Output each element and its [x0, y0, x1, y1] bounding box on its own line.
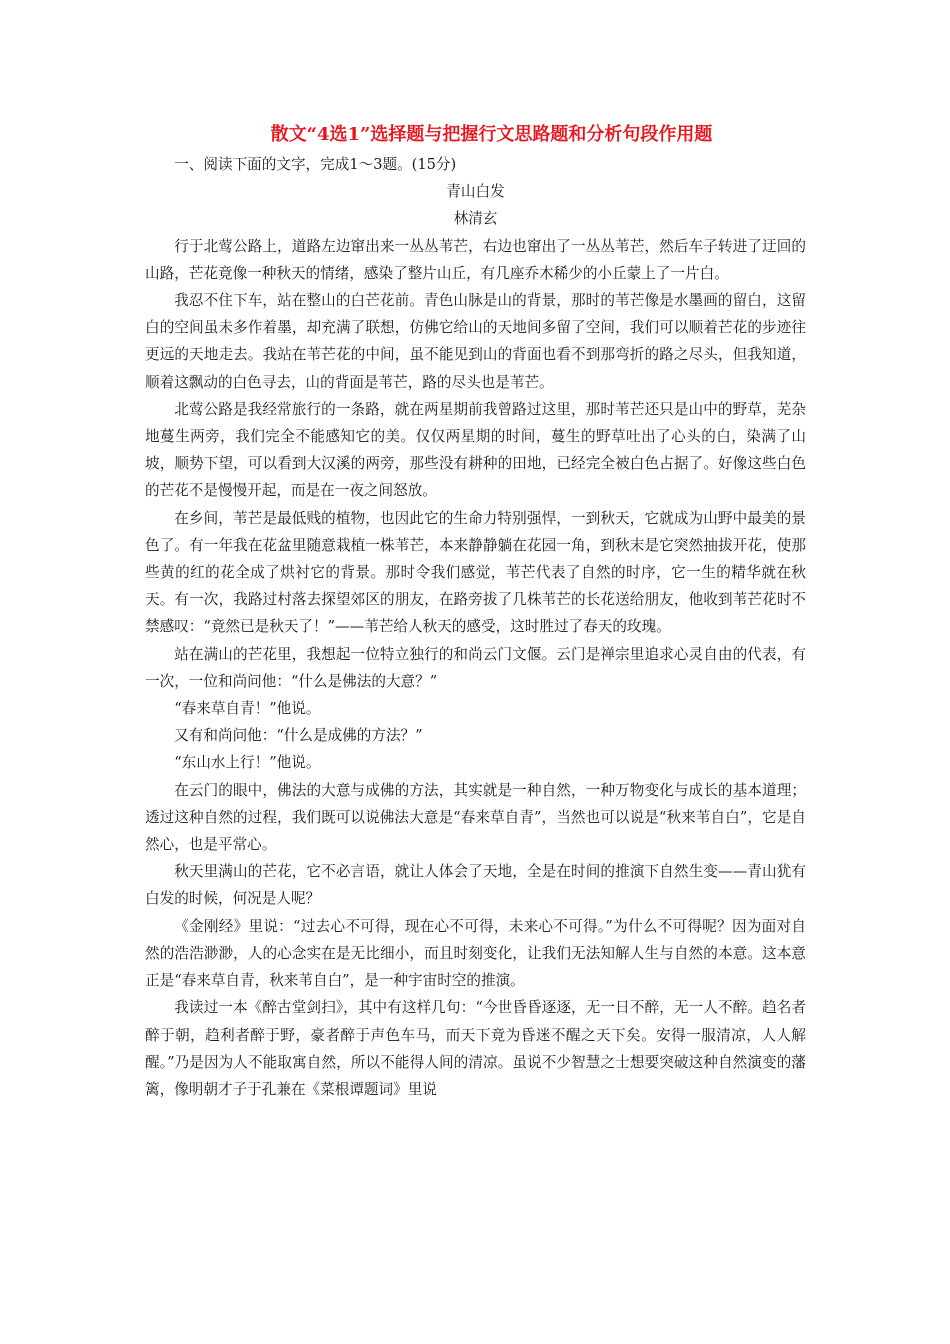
question-instruction: 一、阅读下面的文字，完成1～3题。(15分)	[174, 156, 457, 173]
essay-paragraph: 在云门的眼中，佛法的大意与成佛的方法，其实就是一种自然，一种万物变化与成长的基本道理；透过这种自然的过程，我们既可以说佛法大意是“春来草自青”，当然也可以说是“秋来苇自白”，它是自然心，也是平常心。	[145, 781, 806, 854]
essay-paragraph: “春来草自青！”他说。	[174, 700, 321, 718]
essay-paragraph: “东山水上行！”他说。	[174, 754, 321, 772]
essay-paragraph: 在乡间，苇芒是最低贱的植物，也因此它的生命力特别强悍，一到秋天，它就成为山野中最美的景色了。有一年我在花盆里随意栽植一株苇芒，本来静静躺在花园一角，到秋末是它突然抽拔开花，使那些黄的红的花全成了烘衬它的背景。那时令我们感觉，苇芒代表了自然的时序，它一生的精华就在秋天。有一次，我路过村落去探望郊区的朋友，在路旁拔了几株苇芒的长花送给朋友，他收到苇芒花时不禁感叹：“竟然已是秋天了！”——苇芒给人秋天的感受，这时胜过了春天的玫瑰。	[145, 509, 806, 636]
essay-paragraph: 北莺公路是我经常旅行的一条路，就在两星期前我曾路过这里，那时苇芒还只是山中的野草，芜杂地蔓生两旁，我们完全不能感知它的美。仅仅两星期的时间，蔓生的野草吐出了心头的白，染满了山坡，顺势下望，可以看到大汉溪的两旁，那些没有耕种的田地，已经完全被白色占据了。好像这些白色的芒花不是慢慢开起，而是在一夜之间怒放。	[145, 400, 806, 500]
essay-author: 林清玄	[453, 210, 498, 228]
essay-paragraph: 又有和尚问他：“什么是成佛的方法？”	[174, 727, 423, 745]
essay-paragraph: 《金刚经》里说：“过去心不可得，现在心不可得，未来心不可得。”为什么不可得呢？因为面对自然的浩浩渺渺，人的心念实在是无比细小，而且时刻变化，让我们无法知解人生与自然的本意。这本意正是“春来草自青，秋来苇自白”，是一种宇宙时空的推演。	[145, 917, 806, 990]
essay-paragraph: 行于北莺公路上，道路左边窜出来一丛丛苇芒，右边也窜出了一丛丛苇芒，然后车子转进了迂回的山路，芒花竟像一种秋天的情绪，感染了整片山丘，有几座乔木稀少的小丘蒙上了一片白。	[145, 237, 806, 282]
document-page	[145, 119, 806, 1103]
essay-paragraph: 站在满山的芒花里，我想起一位特立独行的和尚云门文偃。云门是禅宗里追求心灵自由的代表，有一次，一位和尚问他：“什么是佛法的大意？”	[145, 645, 806, 690]
essay-paragraph: 秋天里满山的芒花，它不必言语，就让人体会了天地，全是在时间的推演下自然生变——青山犹有白发的时候，何况是人呢？	[145, 863, 806, 908]
document-title: 散文“4选1”选择题与把握行文思路题和分析句段作用题	[270, 124, 713, 145]
essay-paragraph: 我忍不住下车，站在整山的白芒花前。青色山脉是山的背景，那时的苇芒像是水墨画的留白，这留白的空间虽未多作着墨，却充满了联想，仿佛它给山的天地间多留了空间，我们可以顺着芒花的步迹往更远的天地走去。我站在苇芒花的中间，虽不能见到山的背面也看不到那弯折的路之尽头，但我知道，顺着这飘动的白色寻去，山的背面是苇芒，路的尽头也是苇芒。	[145, 292, 806, 391]
essay-paragraph: 我读过一本《醉古堂剑扫》，其中有这样几句：“今世昏昏逐逐，无一日不醉，无一人不醉。趋名者醉于朝，趋利者醉于野，豪者醉于声色车马，而天下竟为昏迷不醒之天下矣。安得一服清凉，人人解醒。”乃是因为人不能取寓自然，所以不能得人间的清凉。虽说不少智慧之士想要突破这种自然演变的藩篱，像明朝才子于孔兼在《菜根谭题词》里说	[145, 999, 806, 1098]
essay-title: 青山白发	[446, 183, 505, 201]
